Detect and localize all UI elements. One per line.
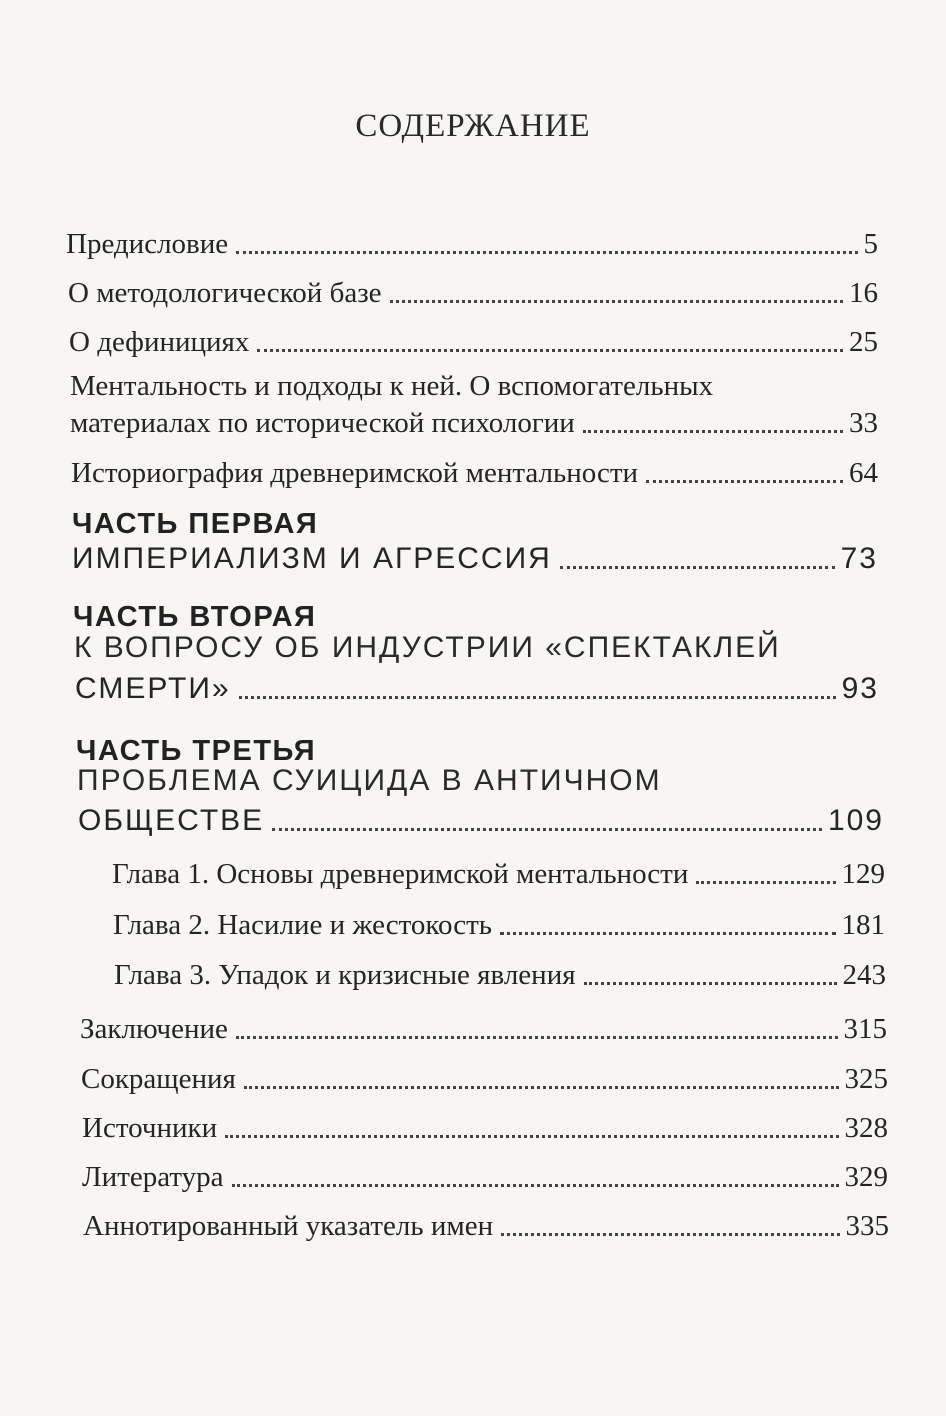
toc-entry-chapter-3: [114, 956, 886, 994]
dot-leader: [696, 881, 835, 884]
dot-leader: [500, 932, 836, 935]
part-three-title-line1: ПРОБЛЕМА СУИЦИДА В АНТИЧНОМ: [77, 764, 662, 797]
part-one-title: ИМПЕРИАЛИЗМ И АГРЕССИЯ: [72, 542, 552, 575]
toc-entry-part-two: [75, 670, 879, 708]
toc-entry-sources: [82, 1109, 888, 1147]
toc-page-number: 329: [844, 1161, 888, 1193]
dot-leader: [236, 1036, 838, 1039]
toc-page-number: 25: [849, 326, 878, 358]
toc-entry-label: Историография древнеримской ментальности: [71, 457, 639, 489]
toc-entry-literature: [82, 1158, 888, 1196]
toc-page-number: 181: [841, 909, 885, 941]
toc-page-number: 325: [844, 1063, 888, 1095]
toc-entry-label: Сокращения: [81, 1063, 236, 1095]
dot-leader: [257, 349, 843, 352]
dot-leader: [390, 300, 843, 303]
toc-page-number: 16: [849, 277, 878, 309]
dot-leader: [244, 1086, 839, 1089]
dot-leader: [560, 566, 835, 569]
dot-leader: [232, 1184, 839, 1187]
page-title: СОДЕРЖАНИЕ: [355, 108, 591, 144]
toc-entry-label: материалах по исторической психологии: [70, 407, 575, 439]
toc-entry-label: О методологической базе: [68, 277, 382, 309]
part-three-title-line2: ОБЩЕСТВЕ: [78, 804, 265, 837]
toc-entry-label: Предисловие: [66, 228, 229, 260]
toc-entry-name-index: [83, 1207, 889, 1245]
dot-leader: [236, 251, 857, 254]
part-two-label: ЧАСТЬ ВТОРАЯ: [73, 601, 317, 633]
toc-entry-part-one: [72, 540, 878, 578]
toc-entry-label: Аннотированный указатель имен: [83, 1210, 494, 1242]
toc-page-number: 33: [849, 407, 878, 439]
toc-page-number: 5: [863, 228, 878, 260]
dot-leader: [583, 430, 843, 433]
toc-entry-label: Глава 1. Основы древнеримской ментальности: [112, 858, 689, 890]
toc-entry-label: О дефинициях: [69, 326, 250, 358]
toc-entry-label: Глава 3. Упадок и кризисные явления: [114, 959, 576, 991]
dot-leader: [501, 1233, 839, 1236]
toc-page-number: 315: [843, 1013, 887, 1045]
dot-leader: [239, 696, 836, 699]
toc-page-number: 93: [841, 672, 879, 705]
part-one-label: ЧАСТЬ ПЕРВАЯ: [72, 508, 319, 540]
toc-entry-mentality: [70, 404, 878, 442]
toc-page-number: 129: [841, 858, 885, 890]
toc-entry-method: [68, 274, 878, 312]
toc-entry-label: Заключение: [80, 1013, 228, 1045]
toc-entry-chapter-1: [112, 855, 885, 893]
toc-entry-preface: [66, 225, 878, 263]
toc-entry-part-three: [78, 802, 884, 840]
part-three-label: ЧАСТЬ ТРЕТЬЯ: [76, 735, 317, 767]
toc-entry-conclusion: [80, 1010, 887, 1048]
toc-page-number: 109: [827, 804, 884, 837]
toc-entry-abbreviations: [81, 1060, 888, 1098]
toc-entry-label: Глава 2. Насилие и жестокость: [113, 909, 492, 941]
toc-entry-historiography: [71, 454, 878, 492]
dot-leader: [272, 828, 822, 831]
toc-page-number: 73: [840, 542, 878, 575]
toc-entry-definitions: [69, 323, 878, 361]
dot-leader: [584, 982, 837, 985]
toc-page-number: 243: [842, 959, 886, 991]
toc-page-number: 328: [844, 1112, 888, 1144]
dot-leader: [225, 1135, 838, 1138]
toc-page-number: 64: [849, 457, 878, 489]
dot-leader: [646, 480, 843, 483]
part-two-title-line1: К ВОПРОСУ ОБ ИНДУСТРИИ «СПЕКТАКЛЕЙ: [74, 631, 781, 664]
toc-entry-chapter-2: [113, 906, 885, 944]
part-two-title-line2: СМЕРТИ»: [75, 672, 231, 705]
toc-entry-label: Источники: [82, 1112, 218, 1144]
toc-entry-mentality-line1: Ментальность и подходы к ней. О вспомогательных: [70, 370, 714, 402]
toc-page-number: 335: [845, 1210, 889, 1242]
toc-entry-label: Литература: [82, 1161, 224, 1193]
